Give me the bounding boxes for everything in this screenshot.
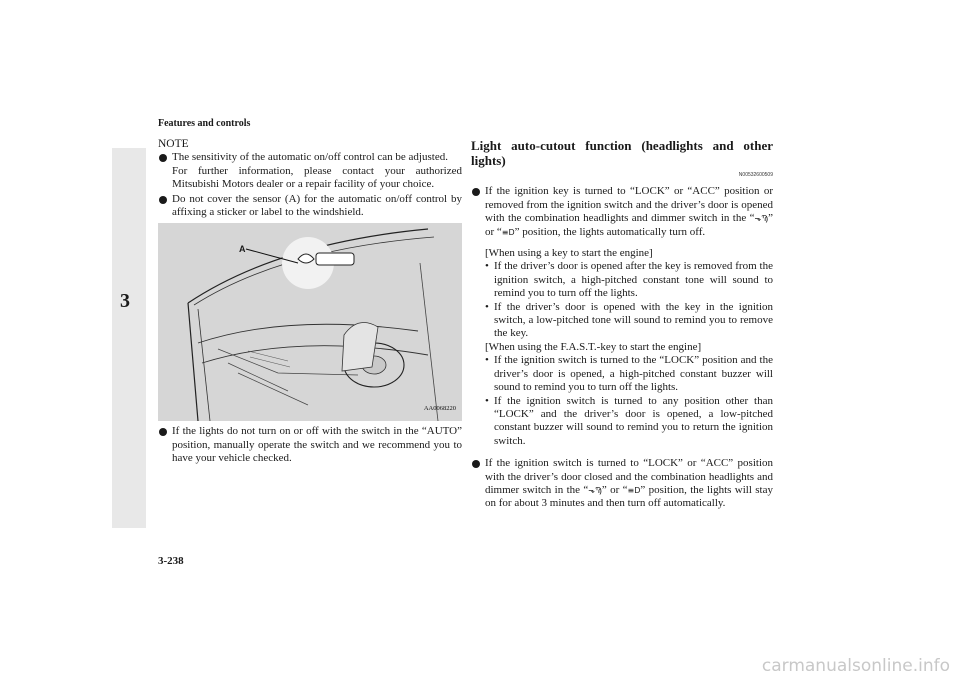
section-title: Light auto-cutout function (headlights and other lights): [471, 138, 773, 168]
auto-cutout-bullet-2: [471, 457, 773, 511]
note-text: Do not cover the sensor (A) for the automatic on/off control by affixing a sticker or label to the windshield.: [172, 192, 462, 219]
key-item-text: If the driver’s door is opened with the key in the ignition switch, a low-pitched tone will sound to remind you to remove the key.: [494, 300, 773, 340]
key-item: • If the driver’s door is opened with the key in the ignition switch, a low-pitched tone will sound to remind you to remove the key.: [485, 300, 773, 340]
key-item: • If the driver’s door is opened after the key is removed from the ignition switch, a high-pitched constant tone will sound to remind you to turn off the lights.: [485, 260, 773, 300]
auto-cutout-bullet-1: [471, 185, 773, 448]
text-part: ” position, the lights will stay on for about 3 minutes and then turn off automatically.: [485, 483, 773, 510]
left-column: [158, 138, 462, 467]
note-text: The sensitivity of the automatic on/off control can be adjusted.: [172, 151, 448, 164]
tail-light-icon: ⬎Ϡ: [588, 485, 602, 495]
fast-key-item-text: If the ignition switch is turned to any position other than “LOCK” and the driver’s door is opened, a low-pitched constant buzzer will sound to remind you to return the ignition switch.: [494, 394, 773, 447]
text-part: If the ignition switch is turned to “LOCK” or “ACC” position with the driver’s door closed and the combination headlights and dimmer switch in the “: [485, 457, 773, 496]
key-heading: [When using a key to start the engine]: [485, 247, 653, 260]
note-bullet-auto: [158, 425, 462, 465]
text-part: ” or “: [601, 483, 628, 496]
note-text: For further information, please contact your authorized Mitsubishi Motors dealer or a repair facility of your choice.: [172, 164, 462, 191]
fast-key-item: • If the ignition switch is turned to the “LOCK” position and the driver’s door is opened, a high-pitched constant buzzer will sound to remind you to turn off the lights.: [485, 354, 773, 394]
sensor-callout-label: A: [239, 244, 246, 255]
text-part: ” or “: [485, 212, 773, 238]
text-part: ” position, the lights automatically turn off.: [514, 225, 706, 238]
tail-light-icon: ⬎Ϡ: [754, 214, 769, 224]
fast-key-item: • If the ignition switch is turned to any position other than “LOCK” and the driver’s door is opened, a low-pitched constant buzzer will sound to remind you to return the ignition switch.: [485, 394, 773, 447]
bullet-text: [485, 185, 773, 239]
fast-key-item-text: If the ignition switch is turned to the “LOCK” position and the driver’s door is opened, a high-pitched constant buzzer will sound to remind you to turn off the lights.: [494, 354, 773, 394]
reference-code: N00532600509: [738, 172, 773, 178]
chapter-number: 3: [120, 290, 130, 312]
fast-key-heading: [When using the F.A.S.T.-key to start the engine]: [485, 340, 702, 353]
note-bullet-sensor: [158, 193, 462, 220]
note-bullet-sensitivity: [158, 151, 462, 191]
headlight-icon: ≡D: [501, 227, 515, 237]
key-item-text: If the driver’s door is opened after the key is removed from the ignition switch, a high-pitched constant tone will sound to remind you to turn off the lights.: [494, 260, 773, 300]
chapter-tab: [112, 148, 146, 528]
section-header: Features and controls: [158, 118, 251, 129]
windshield-sensor-figure: [158, 223, 462, 421]
windshield-illustration: [158, 223, 462, 421]
headlight-icon: ≡D: [627, 485, 641, 495]
note-text: If the lights do not turn on or off with the switch in the “AUTO” position, manually operate the switch and we recommend you to have your vehicle checked.: [172, 425, 462, 465]
bullet-text: [485, 457, 773, 511]
page-number: 3-238: [158, 555, 184, 567]
note-label: NOTE: [158, 138, 189, 150]
watermark: carmanualsonline.info: [761, 656, 950, 676]
figure-code: AA0068220: [423, 405, 456, 413]
text-part: If the ignition key is turned to “LOCK” or “ACC” position or removed from the ignition switch and the driver’s door is opened with the combination headlights and dimmer switch in the “: [485, 185, 773, 225]
right-column: [471, 138, 773, 512]
